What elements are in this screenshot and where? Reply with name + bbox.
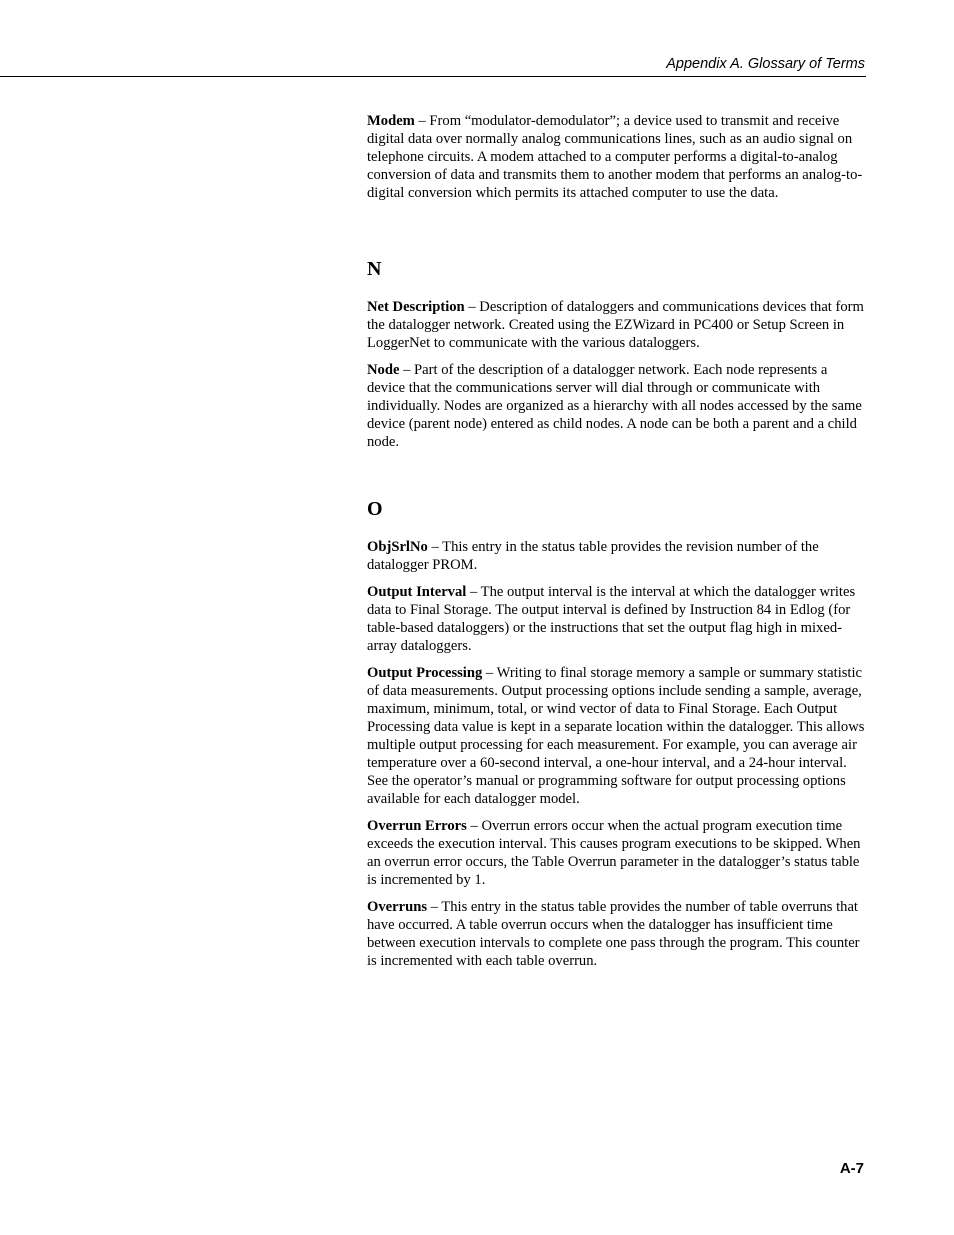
spacer [367, 211, 867, 257]
definition: Writing to final storage memory a sample or summary statistic of data measurements. Output processing options include sending a sample, average, maximum, minimum, total, or wind vector of data to Final Storage. Each Output Processing data value is kept in a separate location within the datalogger. This allows multiple output processing for each measurement. For example, you can average air temperature over a 60-second interval, a one-hour interval, and a 24-hour interval. See the operator’s manual or programming software for output processing options available for each datalogger model. [367, 665, 865, 807]
definition: Description of dataloggers and communications devices that form the datalogger network. Created using the EZWizard in PC400 or Setup Screen in LoggerNet to communicate with the various dataloggers. [367, 299, 864, 351]
running-header: Appendix A. Glossary of Terms [666, 56, 865, 72]
term: Node [367, 362, 400, 378]
separator: – [466, 818, 482, 834]
spacer [367, 281, 867, 298]
separator: – [414, 113, 430, 129]
glossary-entry-objsrlno [367, 538, 867, 574]
glossary-entry-overruns [367, 898, 867, 970]
definition: This entry in the status table provides the number of table overruns that have occurred. A table overrun occurs when the datalogger has insufficient time between execution intervals to complete one pass through the program. This counter is incremented with each table overrun. [367, 899, 860, 969]
term: Output Processing [367, 665, 483, 681]
term: Output Interval [367, 584, 467, 600]
separator: – [466, 584, 481, 600]
term: Net Description [367, 299, 465, 315]
separator: – [427, 899, 442, 915]
term: Overrun Errors [367, 818, 467, 834]
glossary-entry-node [367, 361, 867, 451]
glossary-content [367, 112, 867, 979]
spacer [367, 460, 867, 497]
page-number: A-7 [839, 1160, 864, 1177]
term: ObjSrlNo [367, 539, 428, 555]
section-heading-o: O [367, 498, 383, 520]
glossary-entry-output-interval [367, 583, 867, 655]
header-rule [0, 76, 866, 77]
term: Overruns [367, 899, 427, 915]
section-heading-n: N [367, 258, 382, 280]
glossary-entry-overrun-errors [367, 817, 867, 889]
definition: This entry in the status table provides the revision number of the datalogger PROM. [367, 539, 819, 573]
definition: From “modulator-demodulator”; a device used to transmit and receive digital data over normally analog communications lines, such as an audio signal on telephone circuits. A modem attached to a computer performs a digital-to-analog conversion of data and transmits them to another modem that performs an analog-to-digital conversion which permits its attached computer to use the data. [367, 113, 863, 201]
definition: Part of the description of a datalogger network. Each node represents a device that the communications server will dial through or communicate with individually. Nodes are organized as a hierarchy with all nodes accessed by the same device (parent node) entered as child nodes. A node can be both a parent and a child node. [367, 362, 862, 450]
glossary-entry-net-description [367, 298, 867, 352]
glossary-entry-output-processing [367, 664, 867, 808]
spacer [367, 521, 867, 538]
separator: – [427, 539, 443, 555]
separator: – [399, 362, 415, 378]
term: Modem [367, 113, 415, 129]
definition: Overrun errors occur when the actual program execution time exceeds the execution interval. This causes program executions to be skipped. When an overrun error occurs, the Table Overrun parameter in the datalogger’s status table is incremented by 1. [367, 818, 861, 888]
glossary-entry-modem [367, 112, 867, 202]
definition: The output interval is the interval at which the datalogger writes data to Final Storage. The output interval is defined by Instruction 84 in Edlog (for table-based dataloggers) or the instructions that set the output flag high in mixed-array dataloggers. [367, 584, 856, 654]
separator: – [464, 299, 480, 315]
separator: – [482, 665, 497, 681]
